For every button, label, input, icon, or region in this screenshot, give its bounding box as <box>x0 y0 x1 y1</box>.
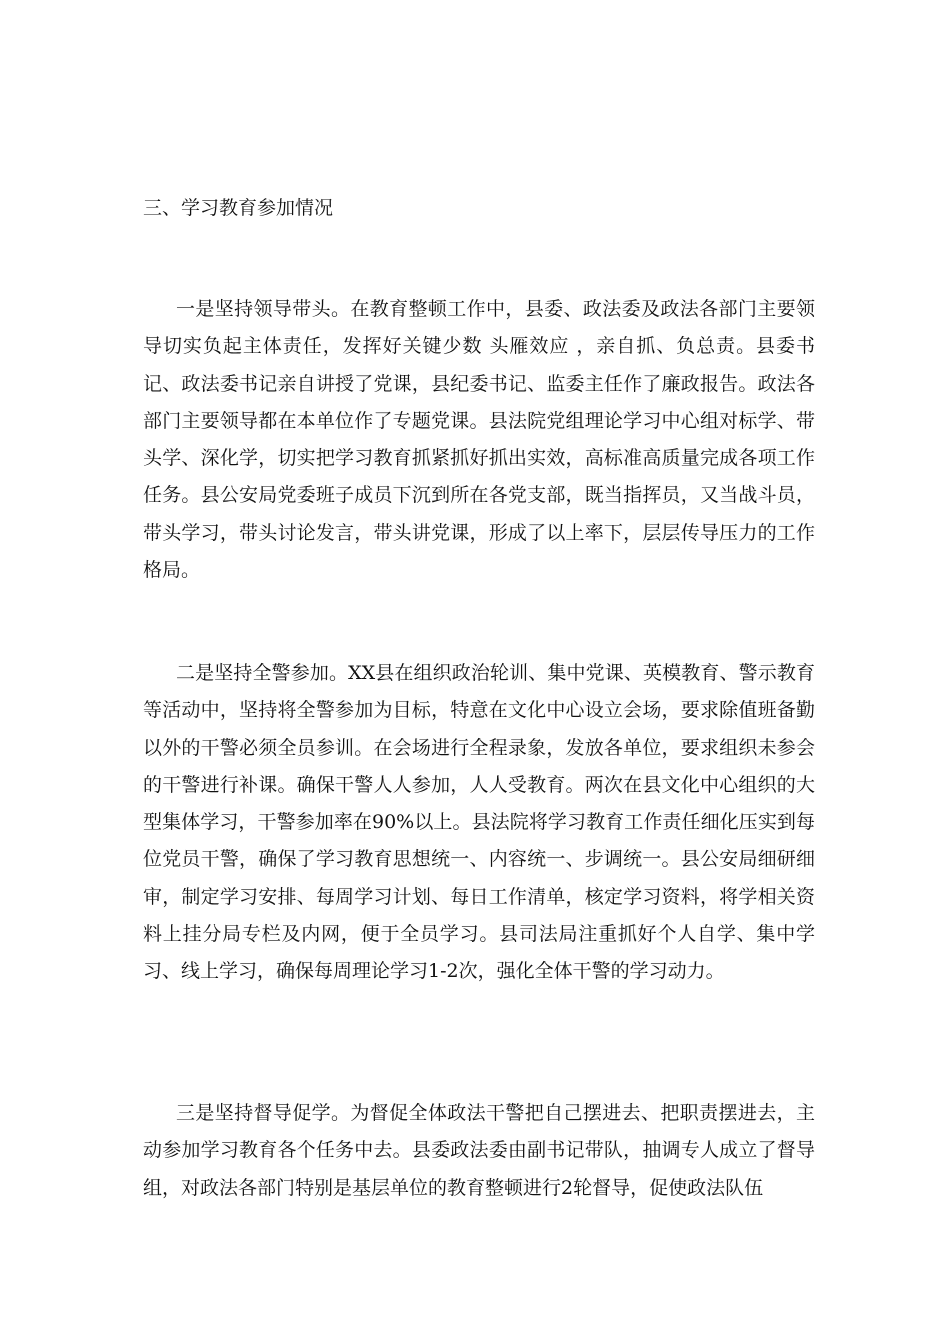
paragraph-leadership: 一是坚持领导带头。在教育整顿工作中，县委、政法委及政法各部门主要领导切实负起主体责任，发挥好关键少数 头雁效应 ，亲自抓、负总责。县委书记、政法委书记亲自讲授了党课，县纪委书记、监委主任作了廉政报告。政法各部门主要领导都在本单位作了专题党课。县法院党组理论学习中心组对标学、带头学、深化学，切实把学习教育抓紧抓好抓出实效，高标准高质量完成各项工作任务。县公安局党委班子成员下沉到所在各党支部，既当指挥员，又当战斗员，带头学习，带头讨论发言，带头讲党课，形成了以上率下，层层传导压力的工作格局。 <box>143 298 815 582</box>
paragraph-supervision: 三是坚持督导促学。为督促全体政法干警把自己摆进去、把职责摆进去，主动参加学习教育各个任务中去。县委政法委由副书记带队，抽调专人成立了督导组，对政法各部门特别是基层单位的教育整顿进行2轮督导，促使政法队伍 <box>143 1102 815 1199</box>
paragraph-full-participation: 二是坚持全警参加。XX县在组织政治轮训、集中党课、英模教育、警示教育等活动中，坚持将全警参加为目标，特意在文化中心设立会场，要求除值班备勤以外的干警必须全员参训。在会场进行全程录象，发放各单位，要求组织未参会的干警进行补课。确保干警人人参加，人人受教育。两次在县文化中心组织的大型集体学习，干警参加率在90%以上。县法院将学习教育工作责任细化压实到每位党员干警，确保了学习教育思想统一、内容统一、步调统一。县公安局细研细审，制定学习安排、每周学习计划、每日工作清单，核定学习资料，将学相关资料上挂分局专栏及内网，便于全员学习。县司法局注重抓好个人自学、集中学习、线上学习，确保每周理论学习1-2次，强化全体干警的学习动力。 <box>143 662 815 983</box>
section-heading: 三、学习教育参加情况 <box>143 197 334 219</box>
